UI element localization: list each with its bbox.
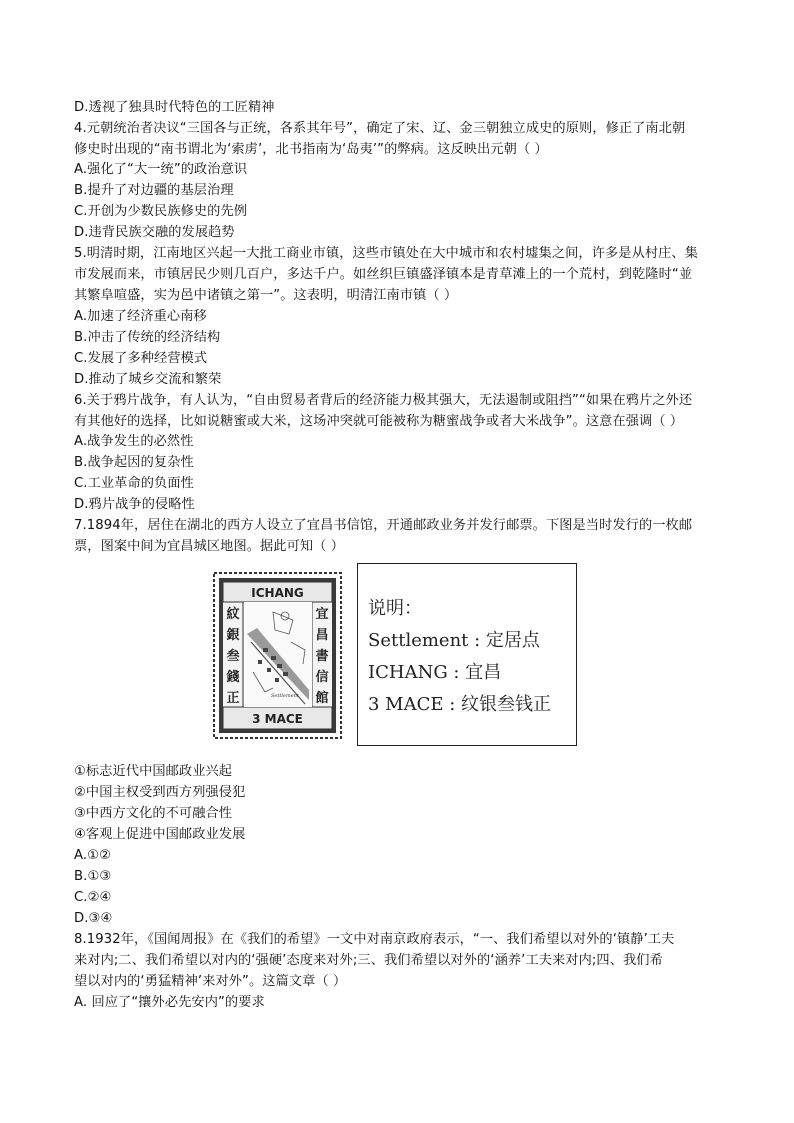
stamp-explanation-box (357, 563, 577, 746)
question-8-stem-line1: 8.1932年，《国闻周报》在《我们的希望》一文中对南京政府表示，“一、我们希望以对外的‘镇静’工夫 (74, 932, 675, 947)
explanation-row-ichang: ICHANG : 宜昌 (368, 662, 502, 683)
option-6b: B.战争起因的复杂性 (74, 455, 194, 470)
stamp-settlement-label: Settlement (271, 693, 299, 699)
option-5c: C.发展了多种经营模式 (74, 351, 208, 366)
stamp-top-text: ICHANG (251, 586, 304, 600)
stamp-right-char-4: 信 (315, 670, 329, 685)
explanation-row-mace: 3 MACE : 纹银叁钱正 (368, 694, 552, 715)
question-4-stem-line2: 修史时出现的“南书谓北为‘索虏’，北书指南为‘岛夷’”的弊病。这反映出元朝（ ） (74, 142, 548, 157)
statement-3: ③中西方文化的不可融合性 (74, 806, 233, 821)
stamp-left-char-5: 正 (226, 691, 240, 706)
stamp-right-char-5: 館 (315, 691, 329, 706)
option-5b: B.冲击了传统的经济结构 (74, 330, 221, 345)
question-6-stem-line1: 6.关于鸦片战争，有人认为，“自由贸易者背后的经济能力极其强大，无法遏制或阻挡”“如果在鸦片之外还 (74, 393, 693, 408)
statement-2: ②中国主权受到西方列强侵犯 (74, 785, 246, 800)
explanation-title: 说明： (368, 598, 422, 619)
stamp-left-char-1: 紋 (226, 607, 240, 622)
option-4c: C.开创为少数民族修史的先例 (74, 204, 248, 219)
option-6d: D.鸦片战争的侵略性 (74, 497, 195, 512)
option-7c: C.②④ (74, 890, 112, 905)
option-3d: D.透视了独具时代特色的工匠精神 (74, 100, 275, 115)
stamp-right-char-3: 書 (315, 649, 329, 664)
stamp-left-char-2: 銀 (226, 628, 240, 643)
question-5-stem-line2: 市发展而来，市镇居民少则几百户，多达千户。如丝织巨镇盛泽镇本是青草滩上的一个荒村，到乾隆时“並 (74, 267, 693, 282)
question-5-stem-line1: 5.明清时期，江南地区兴起一大批工商业市镇，这些市镇处在大中城市和农村墟集之间，许多是从村庄、集 (74, 246, 699, 261)
option-5a: A.加速了经济重心南移 (74, 309, 207, 324)
stamp-illustration (213, 572, 342, 739)
stamp-right-char-2: 昌 (315, 628, 329, 643)
question-8-stem-line3: 望以对内的‘勇猛精神’来对外”。这篇文章（ ） (74, 974, 347, 989)
option-7a: A.①② (74, 848, 112, 863)
ichang-stamp-figure (213, 572, 342, 739)
option-4b: B.提升了对边疆的基层治理 (74, 183, 234, 198)
question-7-stem-line1: 7.1894年，居住在湖北的西方人设立了宜昌书信馆，开通邮政业务并发行邮票。下图是当时发行的一枚邮 (74, 518, 693, 533)
statement-4: ④客观上促进中国邮政业发展 (74, 827, 246, 842)
question-5-stem-line3: 其繁阜喧盛，实为邑中诸镇之第一”。这表明，明清江南市镇（ ） (74, 288, 458, 303)
stamp-left-char-4: 錢 (226, 670, 240, 685)
option-4d: D.违背民族交融的发展趋势 (74, 225, 235, 240)
option-7d: D.③④ (74, 911, 113, 926)
question-7-stem-line2: 票，图案中间为宜昌城区地图。据此可知（ ） (74, 539, 345, 554)
question-8-stem-line2: 来对内;二、我们希望以对内的‘强硬’态度来对外;三、我们希望以对外的‘涵养’工夫来对内;四、我们希 (74, 953, 663, 968)
stamp-left-char-3: 叁 (226, 649, 240, 664)
option-4a: A.强化了“大一统”的政治意识 (74, 162, 248, 177)
option-6a: A.战争发生的必然性 (74, 434, 194, 449)
stamp-bottom-text: 3 MACE (252, 712, 303, 726)
stamp-right-char-1: 宜 (315, 607, 329, 622)
question-6-stem-line2: 有其他好的选择，比如说糖蜜或大米，这场冲突就可能被称为糖蜜战争或者大米战争”。这意在强调（ ） (74, 414, 684, 429)
option-6c: C.工业革命的负面性 (74, 476, 194, 491)
option-7b: B.①③ (74, 869, 112, 884)
explanation-row-settlement: Settlement : 定居点 (368, 630, 540, 651)
question-4-stem-line1: 4.元朝统治者决议“三国各与正统，各系其年号”，确定了宋、辽、金三朝独立成史的原则，修正了南北朝 (74, 121, 686, 136)
option-5d: D.推动了城乡交流和繁荣 (74, 372, 222, 387)
option-8a: A. 回应了“攘外必先安内”的要求 (74, 995, 265, 1010)
statement-1: ①标志近代中国邮政业兴起 (74, 764, 233, 779)
